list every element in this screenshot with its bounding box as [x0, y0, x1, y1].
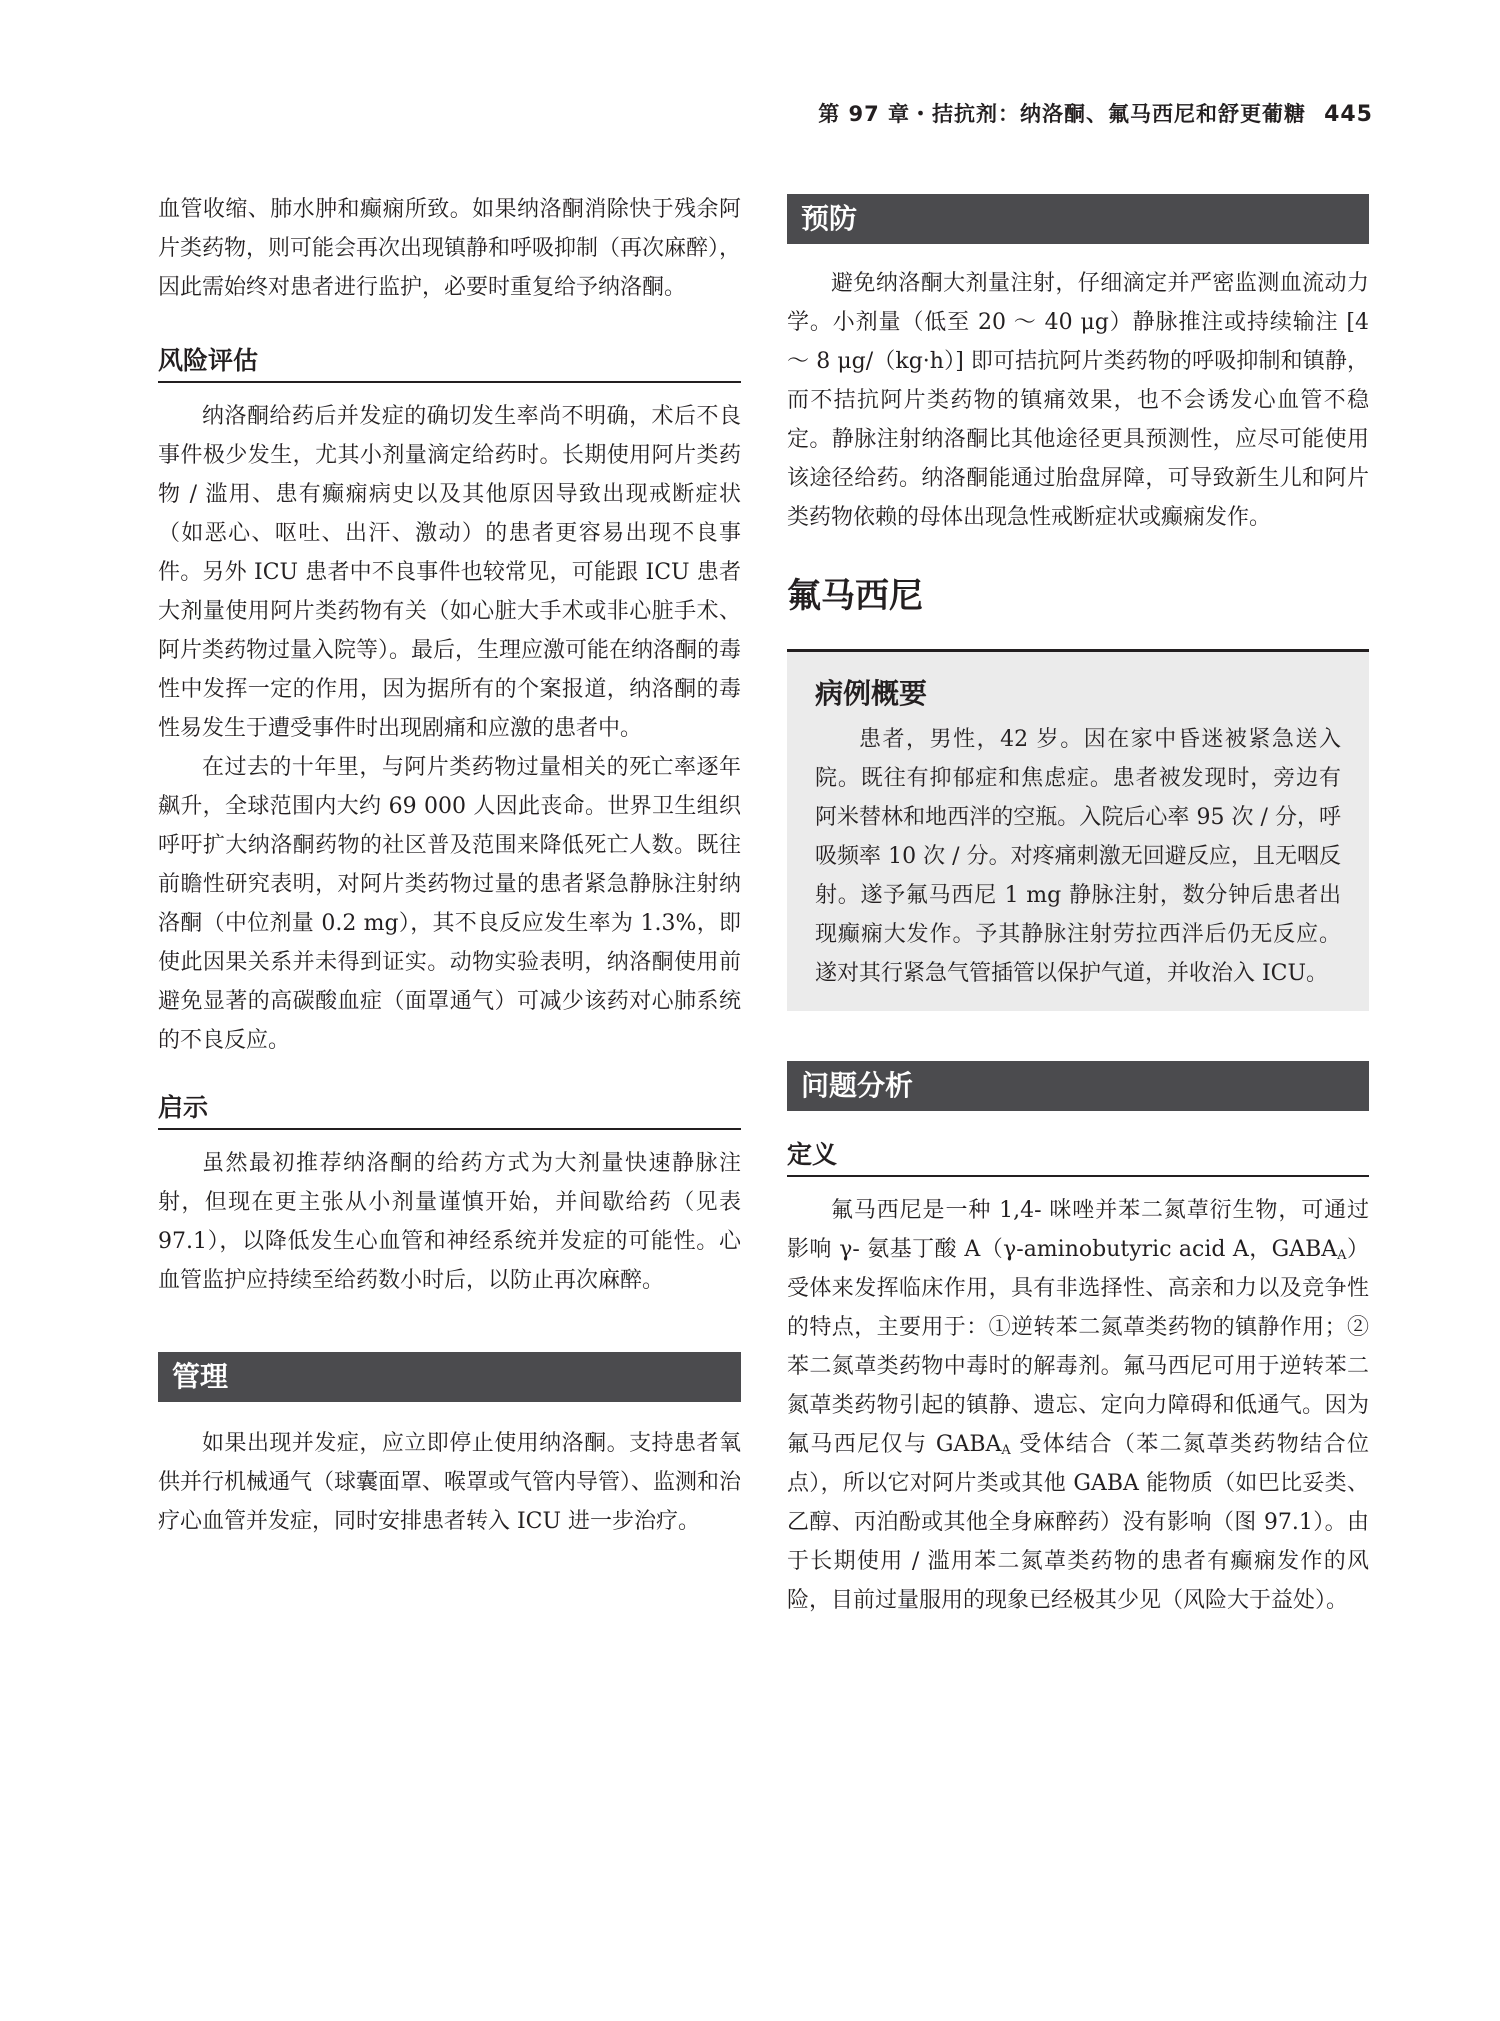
- definition-text-c: 受体结合（苯二氮䓬类药物结合位点），所以它对阿片类或其他 GABA 能物质（如巴比妥类、乙醇、丙泊酚或其他全身麻醉药）没有影响（图 97.1）。由于长期使用 / 滥用苯二氮䓬类药物的患者有癫痫发作的风险，目前过量服用的现象已经极其少见（风险大于益处）。: [787, 1432, 1369, 1613]
- risk-paragraph-2: 在过去的十年里，与阿片类药物过量相关的死亡率逐年飙升，全球范围内大约 69 000 人因此丧命。世界卫生组织呼吁扩大纳洛酮药物的社区普及范围来降低死亡人数。既往前瞻性研究表明，对阿片类药物过量的患者紧急静脉注射纳洛酮（中位剂量 0.2 mg），其不良反应发生率为 1.3%，即使此因果关系并未得到证实。动物实验表明，纳洛酮使用前避免显著的高碳酸血症（面罩通气）可减少该药对心肺系统的不良反应。: [158, 755, 741, 1053]
- flumazenil-section-title: 氟马西尼: [787, 576, 923, 616]
- analysis-heading: 问题分析: [787, 1061, 1369, 1111]
- definition-text-b: ）受体来发挥临床作用，具有非选择性、高亲和力以及竞争性的特点，主要用于：①逆转苯二氮䓬类药物的镇静作用；②苯二氮䓬类药物中毒时的解毒剂。氟马西尼可用于逆转苯二氮䓬类药物引起的镇静、遗忘、定向力障碍和低通气。因为氟马西尼仅与 GABA: [787, 1237, 1369, 1457]
- right-column: [787, 190, 1369, 1620]
- case-summary-paragraph: 患者，男性，42 岁。因在家中昏迷被紧急送入院。既往有抑郁症和焦虑症。患者被发现时，旁边有阿米替林和地西泮的空瓶。入院后心率 95 次 / 分，呼吸频率 10 次 / 分。对疼痛刺激无回避反应，且无咽反射。遂予氟马西尼 1 mg 静脉注射，数分钟后患者出现癫痫大发作。予其静脉注射劳拉西泮后仍无反应。遂对其行紧急气管插管以保护气道，并收治入 ICU。: [815, 727, 1341, 986]
- management-heading: 管理: [158, 1352, 741, 1402]
- hint-heading: 启示: [158, 1088, 741, 1130]
- definition-text-a: 氟马西尼是一种 1,4- 咪唑并苯二氮䓬衍生物，可通过影响 γ- 氨基丁酸 A（γ-aminobutyric acid A，GABA: [787, 1198, 1369, 1262]
- intro-paragraph: 血管收缩、肺水肿和癫痫所致。如果纳洛酮消除快于残余阿片类药物，则可能会再次出现镇静和呼吸抑制（再次麻醉），因此需始终对患者进行监护，必要时重复给予纳洛酮。: [158, 197, 742, 300]
- risk-assessment-heading: 风险评估: [158, 341, 741, 383]
- prevention-paragraph: 避免纳洛酮大剂量注射，仔细滴定并严密监测血流动力学。小剂量（低至 20 ～ 40 μg）静脉推注或持续输注 [4 ～ 8 μg/（kg·h）] 即可拮抗阿片类药物的呼吸抑制和镇静，而不拮抗阿片类药物的镇痛效果，也不会诱发心血管不稳定。静脉注射纳洛酮比其他途径更具预测性，应尽可能使用该途径给药。纳洛酮能通过胎盘屏障，可导致新生儿和阿片类药物依赖的母体出现急性戒断症状或癫痫发作。: [787, 271, 1369, 530]
- definition-paragraph: [787, 1191, 1369, 1620]
- running-header: [818, 98, 1373, 128]
- management-paragraph: 如果出现并发症，应立即停止使用纳洛酮。支持患者氧供并行机械通气（球囊面罩、喉罩或气管内导管）、监测和治疗心血管并发症，同时安排患者转入 ICU 进一步治疗。: [158, 1431, 742, 1534]
- hint-paragraph: 虽然最初推荐纳洛酮的给药方式为大剂量快速静脉注射，但现在更主张从小剂量谨慎开始，并间歇给药（见表 97.1），以降低发生心血管和神经系统并发症的可能性。心血管监护应持续至给药数小时后，以防止再次麻醉。: [158, 1151, 741, 1293]
- case-summary-title: 病例概要: [815, 677, 928, 710]
- page-number: 445: [1324, 102, 1373, 127]
- chapter-title: 第 97 章・拮抗剂：纳洛酮、氟马西尼和舒更葡糖: [818, 102, 1307, 126]
- risk-paragraph-1: 纳洛酮给药后并发症的确切发生率尚不明确，术后不良事件极少发生，尤其小剂量滴定给药时。长期使用阿片类药物 / 滥用、患有癫痫病史以及其他原因导致出现戒断症状（如恶心、呕吐、出汗、激动）的患者更容易出现不良事件。另外 ICU 患者中不良事件也较常见，可能跟 ICU 患者大剂量使用阿片类药物有关（如心脏大手术或非心脏手术、阿片类药物过量入院等）。最后，生理应激可能在纳洛酮的毒性中发挥一定的作用，因为据所有的个案报道，纳洛酮的毒性易发生于遭受事件时出现剧痛和应激的患者中。: [158, 404, 742, 741]
- subscript-a: A: [1337, 1248, 1347, 1263]
- left-column: [158, 190, 741, 1541]
- prevention-heading: 预防: [787, 194, 1369, 244]
- subscript-a: A: [1001, 1443, 1011, 1458]
- case-summary-box: [787, 649, 1369, 1011]
- definition-heading: 定义: [787, 1135, 1369, 1177]
